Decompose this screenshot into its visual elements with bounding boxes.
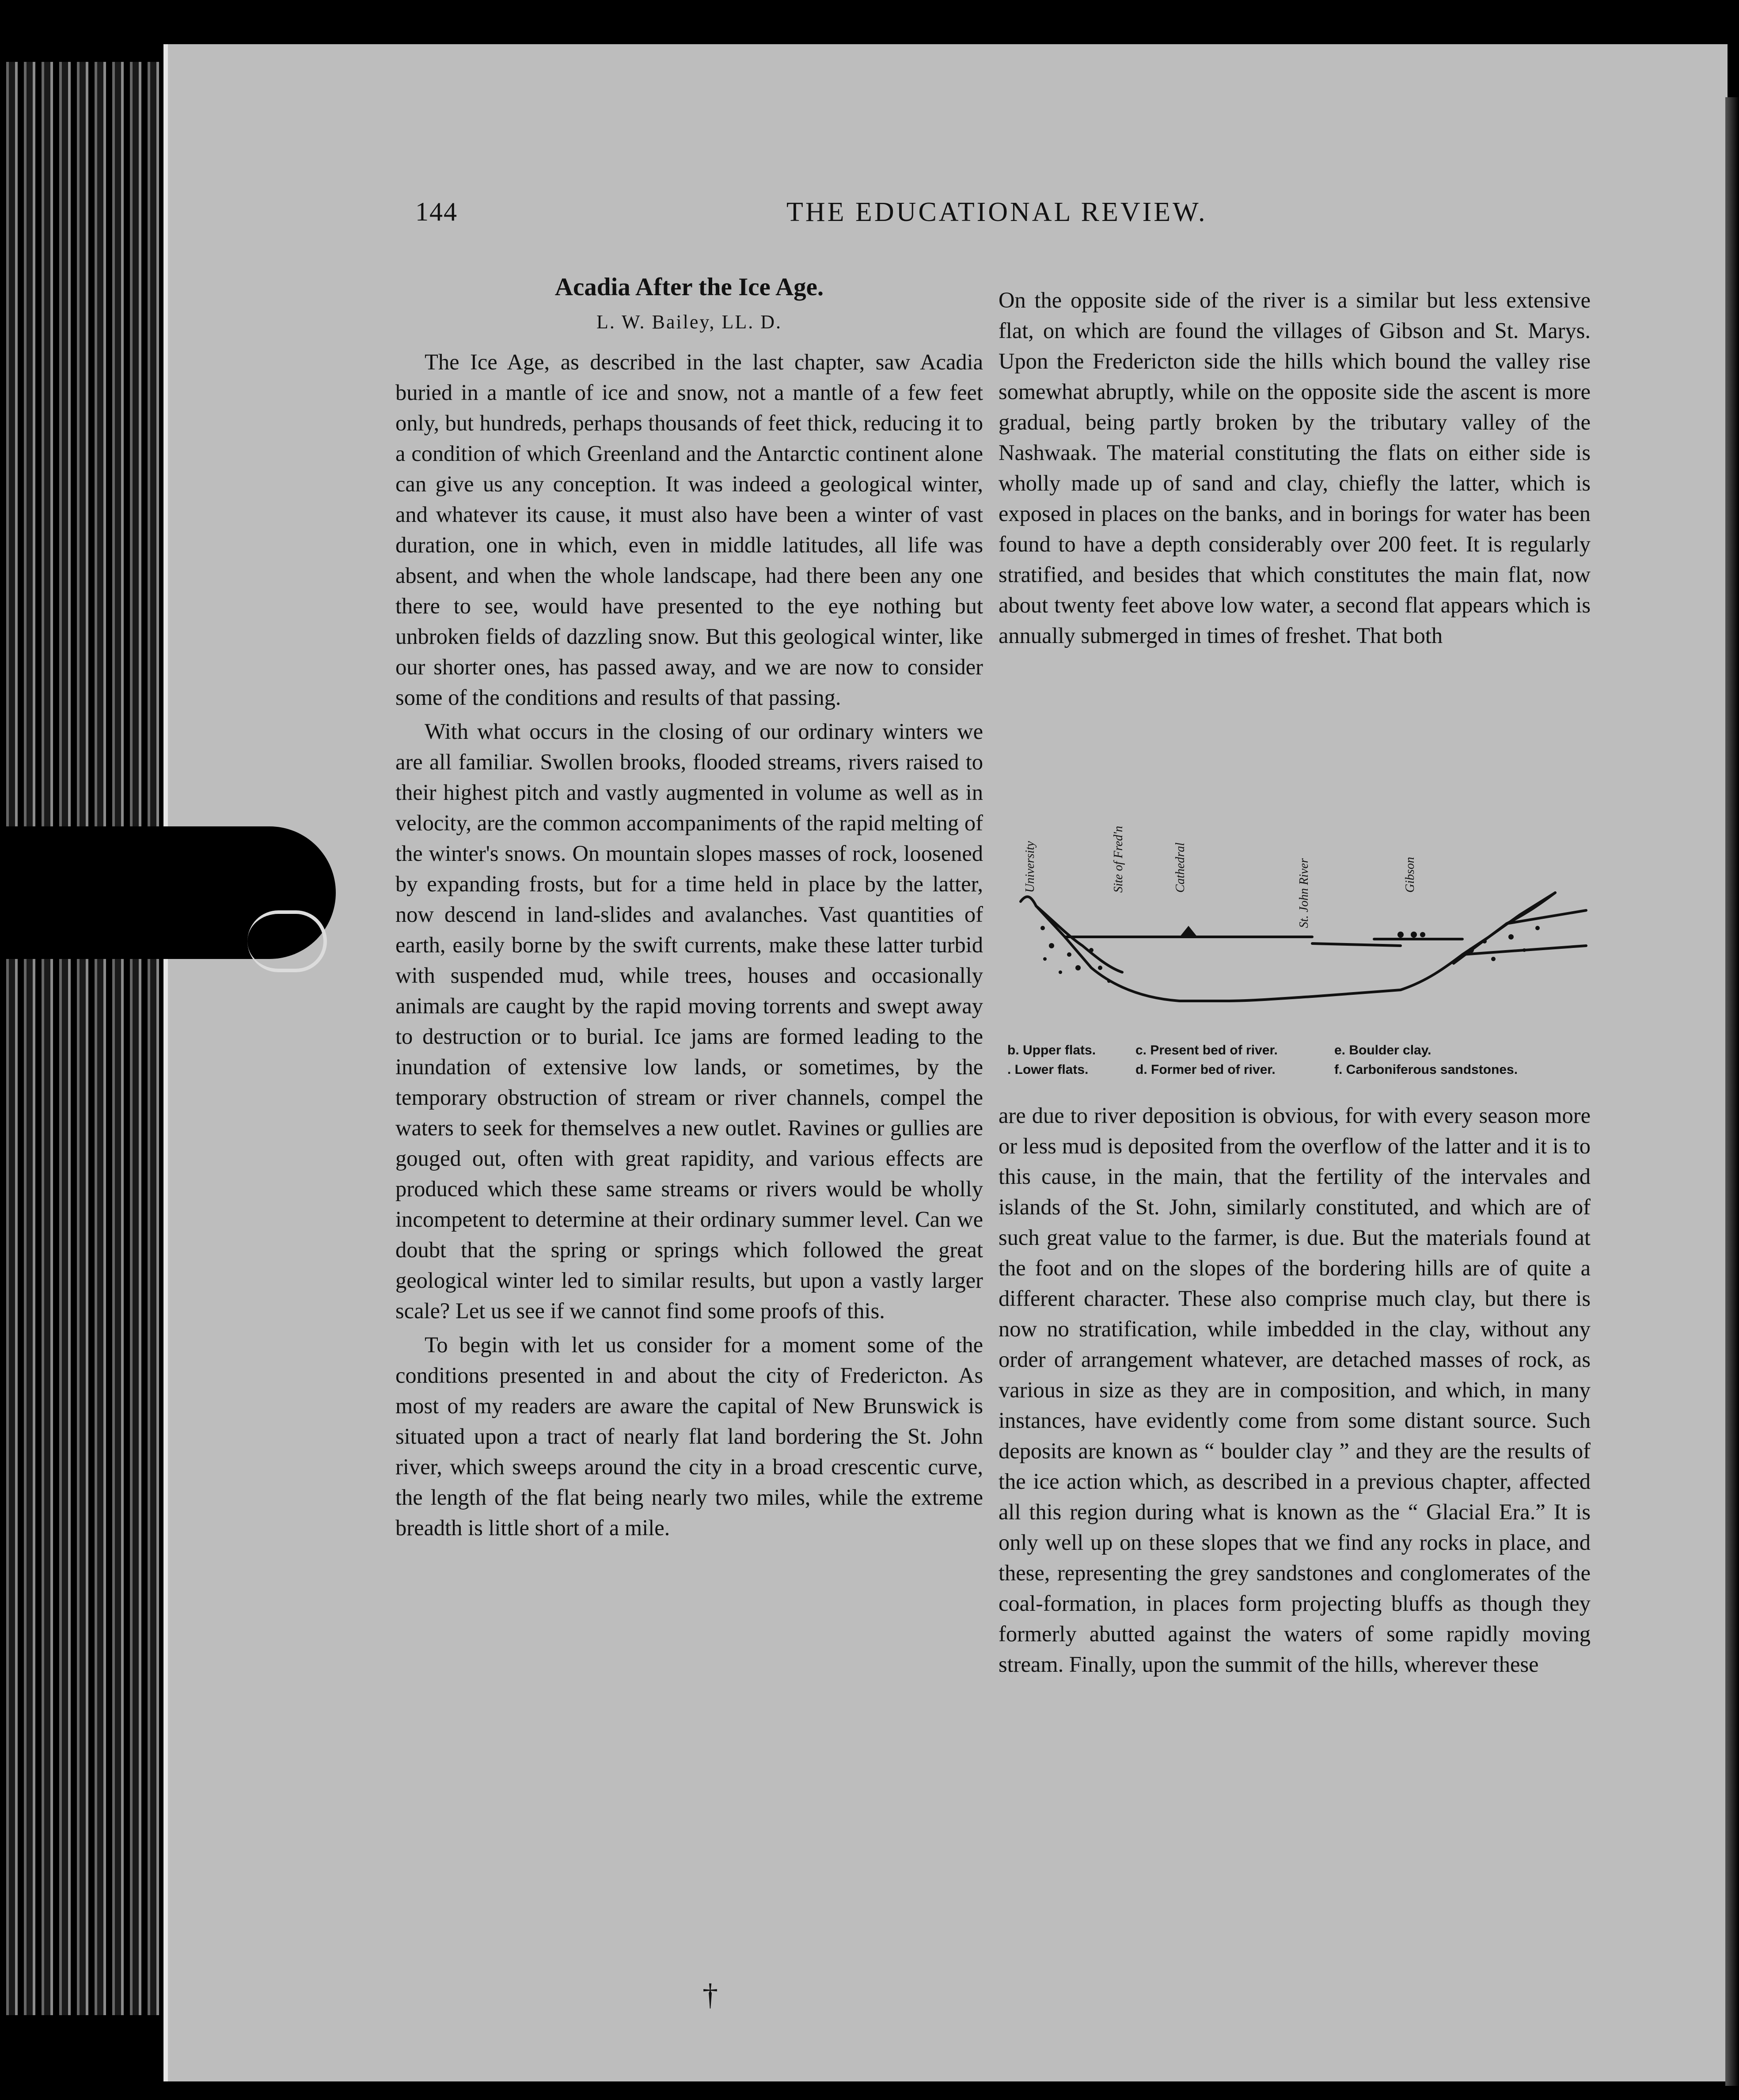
page-header bbox=[168, 197, 1728, 254]
right-column-top bbox=[999, 285, 1591, 654]
article-author: L. W. Bailey, LL. D. bbox=[596, 311, 782, 333]
article-title: Acadia After the Ice Age. bbox=[554, 273, 824, 301]
book-page bbox=[163, 44, 1728, 2081]
lower-flat-line bbox=[1312, 943, 1401, 946]
upper-flat-line bbox=[1065, 937, 1462, 939]
label-cathedral: Cathedral bbox=[1173, 842, 1187, 893]
label-site-of-fredn: Site of Fred'n bbox=[1112, 826, 1125, 893]
legend-boulder-clay: e. Boulder clay. bbox=[1334, 1043, 1431, 1058]
legend-former-bed: d. Former bed of river. bbox=[1135, 1062, 1276, 1077]
strata-lines bbox=[1462, 910, 1586, 955]
paragraph: are due to river deposition is obvious, for with every season more or less mud is deposited from the overflow of the latter and it is to this cause, in the main, that the fertility of the intervales and islands of the St. John, similarly constituted, and which are of such great value to the farmer, is due. But the materials found at the foot and on the slopes of the bordering hills are of quite a different character. These also comprise much clay, but there is now no stratification, while imbedded in the clay, without any order of arrangement whatever, are detached masses of rock, as various in size as they are in composition, and which, in many instances, have evidently come from some distant source. Such deposits are known as “ boulder clay ” and they are the results of the ice action which, as described in a previous chapter, affected all this region during what is known as the “ Glacial Era.” It is only well up on these slopes that we find any rocks in place, and these, representing the grey sandstones and conglomerates of the coal-formation, in places form projecting bluffs as though they formerly abutted against the waters of some rapidly moving stream. Finally, upon the summit of the hills, wherever these bbox=[999, 1103, 1591, 1677]
legend-carboniferous-sandstones: f. Carboniferous sandstones. bbox=[1334, 1062, 1518, 1077]
paragraph: On the opposite side of the river is a similar but less extensive flat, on which are found the villages of Gibson and St. Marys. Upon the Fredericton side the hills which bound the valley rise somewhat abruptly, while on the opposite side the ascent is more gradual, being partly broken by the tributary valley of the Nashwaak. The material constituting the flats on either side is wholly made up of sand and clay, chiefly the latter, which is exposed in places on the banks, and in borings for water has been found to have a depth considerably over 200 feet. It is regularly stratified, and besides that which constitutes the main flat, now about twenty feet above low water, a second flat appears which is annually submerged in times of freshet. That both bbox=[999, 288, 1591, 648]
valley-cross-section-figure bbox=[1003, 760, 1591, 1077]
left-column bbox=[395, 270, 983, 1547]
right-column-bottom bbox=[999, 1100, 1591, 1683]
figure-legend bbox=[1003, 1043, 1591, 1083]
label-gibson: Gibson bbox=[1403, 857, 1417, 893]
page-number: 144 bbox=[415, 197, 458, 226]
book-page-edges bbox=[0, 62, 168, 2015]
thumbnail-highlight bbox=[247, 910, 327, 972]
cross-section-diagram bbox=[1003, 760, 1591, 1043]
paragraph: With what occurs in the closing of our ordinary winters we are all familiar. Swollen brooks, flooded streams, rivers raised to their highest pitch and vastly augmented in volume as well as in velocity, are the common accompaniments of the rapid melting of the winter's snows. On mountain slopes masses of rock, loosened by expanding frosts, but for a time held in place by the latter, now descend in land-slides and avalanches. Vast quantities of earth, easily borne by the swift currents, make these latter turbid with suspended mud, while trees, houses and occasionally animals are caught by the rapid moving torrents and swept away to destruction or to burial. Ice jams are formed leading to the inundation of extensive low lands, or sometimes, by the temporary obstruction of stream or river channels, compel the waters to seek for themselves a new outlet. Ravines or gullies are gouged out, often with great rapidity, and various effects are produced which these same streams or rivers would be wholly incompetent to determine at their ordinary summer level. Can we doubt that the spring or springs which followed the great geological winter led to similar results, but upon a vastly larger scale? Let us see if we cannot find some proofs of this. bbox=[395, 719, 983, 1323]
next-page-gutter bbox=[1725, 97, 1739, 2086]
boulder-clay-boundary bbox=[1036, 906, 1122, 972]
legend-upper-flats: b. Upper flats. bbox=[1007, 1043, 1096, 1058]
page-mark: † bbox=[702, 1978, 718, 2012]
cathedral-mark bbox=[1180, 926, 1197, 937]
paragraph: To begin with let us consider for a moment some of the conditions presented in and about the city of Fredericton. As most of my readers are aware the capital of New Brunswick is situated upon a tract of nearly flat land bordering the St. John river, which sweeps around the city in a broad crescentic curve, the length of the flat being nearly two miles, while the extreme breadth is little short of a mile. bbox=[395, 1332, 983, 1540]
label-st-john-river: St. John River bbox=[1297, 858, 1311, 928]
paragraph: The Ice Age, as described in the last chapter, saw Acadia buried in a mantle of ice and snow, not a mantle of a few feet only, but hundreds, perhaps thousands of feet thick, reducing it to a condition of which Greenland and the Antarctic continent alone can give us any conception. It was indeed a geological winter, and whatever its cause, it must also have been a winter of vast duration, one in which, even in middle latitudes, all life was absent, and when the whole landscape, had there been any one there to see, would have presented to the eye nothing but unbroken fields of dazzling snow. But this geological winter, like our shorter ones, has passed away, and we are now to consider some of the conditions and results of that passing. bbox=[395, 350, 983, 710]
legend-present-bed: c. Present bed of river. bbox=[1135, 1043, 1278, 1058]
label-university: University bbox=[1023, 841, 1037, 893]
running-title: THE EDUCATIONAL REVIEW. bbox=[786, 197, 1207, 227]
legend-lower-flats: . Lower flats. bbox=[1007, 1062, 1089, 1077]
